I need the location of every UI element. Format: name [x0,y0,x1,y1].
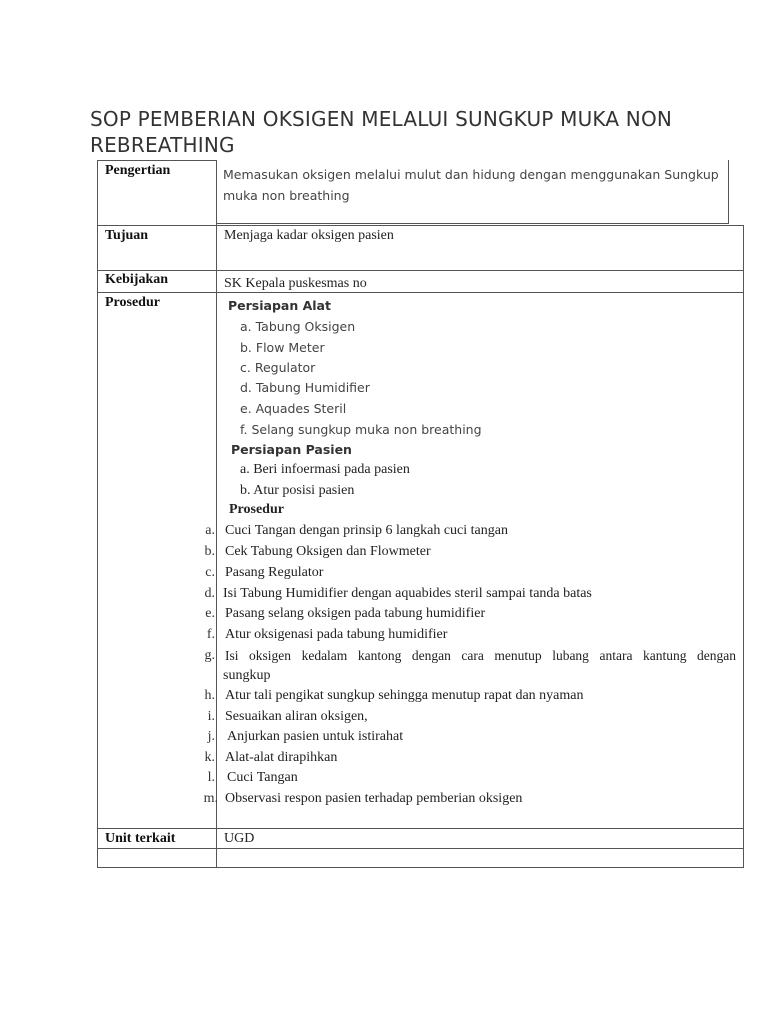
prosedur-step: Anjurkan pasien untuk istirahat [227,729,404,744]
step-letter: m. [203,791,218,806]
prosedur-step: Sesuaikan aliran oksigen, [225,709,368,724]
step-letter: f. [206,627,215,642]
alat-item: d. Tabung Humidifier [240,380,370,395]
kebijakan-label: Kebijakan [105,272,169,287]
prosedur-step-continuation: sungkup [223,668,271,683]
alat-item: b. Flow Meter [240,340,325,355]
page-title: SOP PEMBERIAN OKSIGEN MELALUI SUNGKUP MUKA NON REBREATHING [90,107,673,157]
prosedur-step: Pasang selang oksigen pada tabung humidifier [225,606,486,621]
step-letter: a. [205,523,215,538]
prosedur-step: Isi oksigen kedalam kantong dengan cara menutup lubang antara kantung dengan [225,648,736,663]
pasien-item: b. Atur posisi pasien [240,483,355,498]
tujuan-label: Tujuan [105,228,149,243]
unit-terkait-label: Unit terkait [105,831,176,846]
prosedur-step: Pasang Regulator [225,565,324,580]
step-letter: i. [207,709,215,724]
prosedur-step: Cuci Tangan [227,770,298,785]
pengertian-text-line2: muka non breathing [223,188,350,203]
step-letter: b. [204,544,215,559]
pengertian-box-bottom [217,223,728,224]
alat-item: a. Tabung Oksigen [240,319,356,334]
prosedur-step: Alat-alat dirapihkan [225,750,338,765]
pengertian-label: Pengertian [105,163,171,178]
persiapan-alat-heading: Persiapan Alat [228,298,331,313]
pengertian-box-right [728,160,729,224]
kebijakan-text: SK Kepala puskesmas no [224,276,367,291]
row-divider-3 [97,292,744,293]
step-letter: k. [204,750,215,765]
tujuan-text: Menjaga kadar oksigen pasien [224,228,394,243]
table-border-left [97,160,98,868]
persiapan-pasien-heading: Persiapan Pasien [231,442,352,457]
prosedur-step: Isi Tabung Humidifier dengan aquabides steril sampai tanda batas [223,586,592,601]
prosedur-step: Observasi respon pasien terhadap pemberian oksigen [225,791,523,806]
prosedur-steps-heading: Prosedur [229,502,284,517]
prosedur-step: Atur oksigenasi pada tabung humidifier [225,627,448,642]
pengertian-text-line1: Memasukan oksigen melalui mulut dan hidung dengan menggunakan Sungkup [223,167,719,182]
row-divider-2 [97,270,744,271]
row-divider-4 [97,828,744,829]
prosedur-step: Cek Tabung Oksigen dan Flowmeter [225,544,431,559]
alat-item: f. Selang sungkup muka non breathing [240,422,482,437]
table-border-bottom [97,867,744,868]
step-letter: j. [207,729,215,744]
table-border-top [97,160,217,161]
prosedur-step: Atur tali pengikat sungkup sehingga menutup rapat dan nyaman [225,688,584,703]
row-divider-5 [97,848,744,849]
step-letter: e. [205,606,215,621]
pasien-item: a. Beri infoermasi pada pasien [240,462,410,477]
step-letter: h. [204,688,215,703]
alat-item: e. Aquades Steril [240,401,347,416]
table-border-right [743,225,744,868]
step-letter: g. [204,648,215,663]
step-letter: c. [205,565,215,580]
row-divider-1 [97,225,744,226]
step-letter: l. [207,770,215,785]
unit-terkait-text: UGD [224,831,255,846]
prosedur-step: Cuci Tangan dengan prinsip 6 langkah cuci tangan [225,523,508,538]
prosedur-label: Prosedur [105,295,160,310]
alat-item: c. Regulator [240,360,316,375]
column-divider [216,160,217,868]
step-letter: d. [204,586,215,601]
